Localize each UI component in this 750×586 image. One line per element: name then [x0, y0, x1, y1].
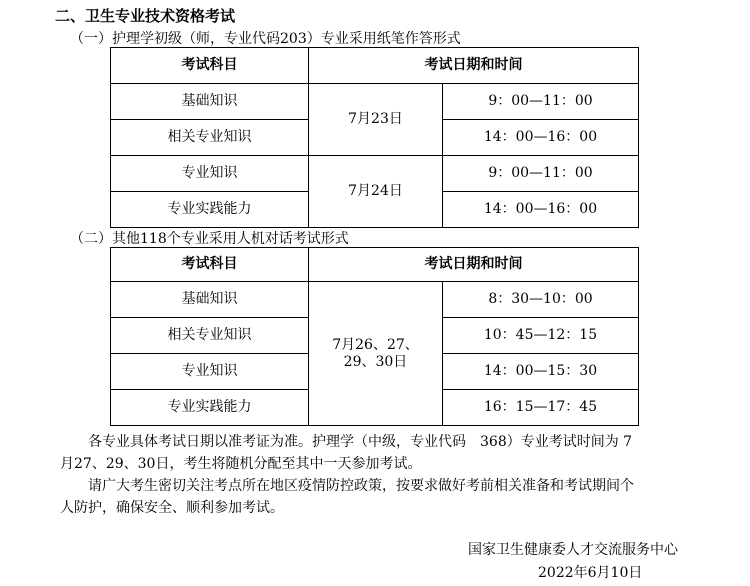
subject-cell: 相关专业知识 [111, 318, 309, 354]
note-line: 各专业具体考试日期以准考证为准。护理学（中级，专业代码 368）专业考试时间为 7 [88, 434, 633, 450]
time-cell: 14：00—16：00 [443, 120, 639, 156]
date-cell [309, 282, 443, 426]
time-cell: 10：45—12：15 [443, 318, 639, 354]
subject-cell: 相关专业知识 [111, 120, 309, 156]
date-line: 29、30日 [343, 353, 408, 370]
note-line: 月27、29、30日，考生将随机分配至其中一天参加考试。 [60, 456, 422, 472]
time-cell: 9：00—11：00 [443, 84, 639, 120]
time-cell: 9：00—11：00 [443, 156, 639, 192]
exam-schedule-table-computer [110, 247, 639, 426]
date-line: 7月26、27、 [332, 336, 419, 353]
time-cell: 14：00—16：00 [443, 192, 639, 228]
header-datetime: 考试日期和时间 [309, 248, 639, 282]
section-title: 二、卫生专业技术资格考试 [55, 7, 236, 25]
header-subject: 考试科目 [111, 48, 309, 84]
subject-cell: 专业知识 [111, 156, 309, 192]
issue-date: 2022年6月10日 [538, 565, 643, 581]
exam-schedule-table-paper [110, 47, 639, 228]
part1-heading: （一）护理学初级（师，专业代码203）专业采用纸笔作答形式 [70, 31, 461, 47]
time-cell: 8：30—10：00 [443, 282, 639, 318]
note-line: 人防护，确保安全、顺利参加考试。 [60, 500, 284, 516]
note-line: 请广大考生密切关注考点所在地区疫情防控政策，按要求做好考前相关准备和考试期间个 [88, 478, 634, 494]
subject-cell: 专业实践能力 [111, 390, 309, 426]
header-datetime: 考试日期和时间 [309, 48, 639, 84]
subject-cell: 基础知识 [111, 84, 309, 120]
header-subject: 考试科目 [111, 248, 309, 282]
date-cell: 7月24日 [309, 156, 443, 228]
time-cell: 16：15—17：45 [443, 390, 639, 426]
subject-cell: 专业实践能力 [111, 192, 309, 228]
part2-heading: （二）其他118个专业采用人机对话考试形式 [70, 231, 349, 247]
subject-cell: 基础知识 [111, 282, 309, 318]
time-cell: 14：00—15：30 [443, 354, 639, 390]
issuer-organization: 国家卫生健康委人才交流服务中心 [468, 542, 678, 558]
subject-cell: 专业知识 [111, 354, 309, 390]
date-cell: 7月23日 [309, 84, 443, 156]
